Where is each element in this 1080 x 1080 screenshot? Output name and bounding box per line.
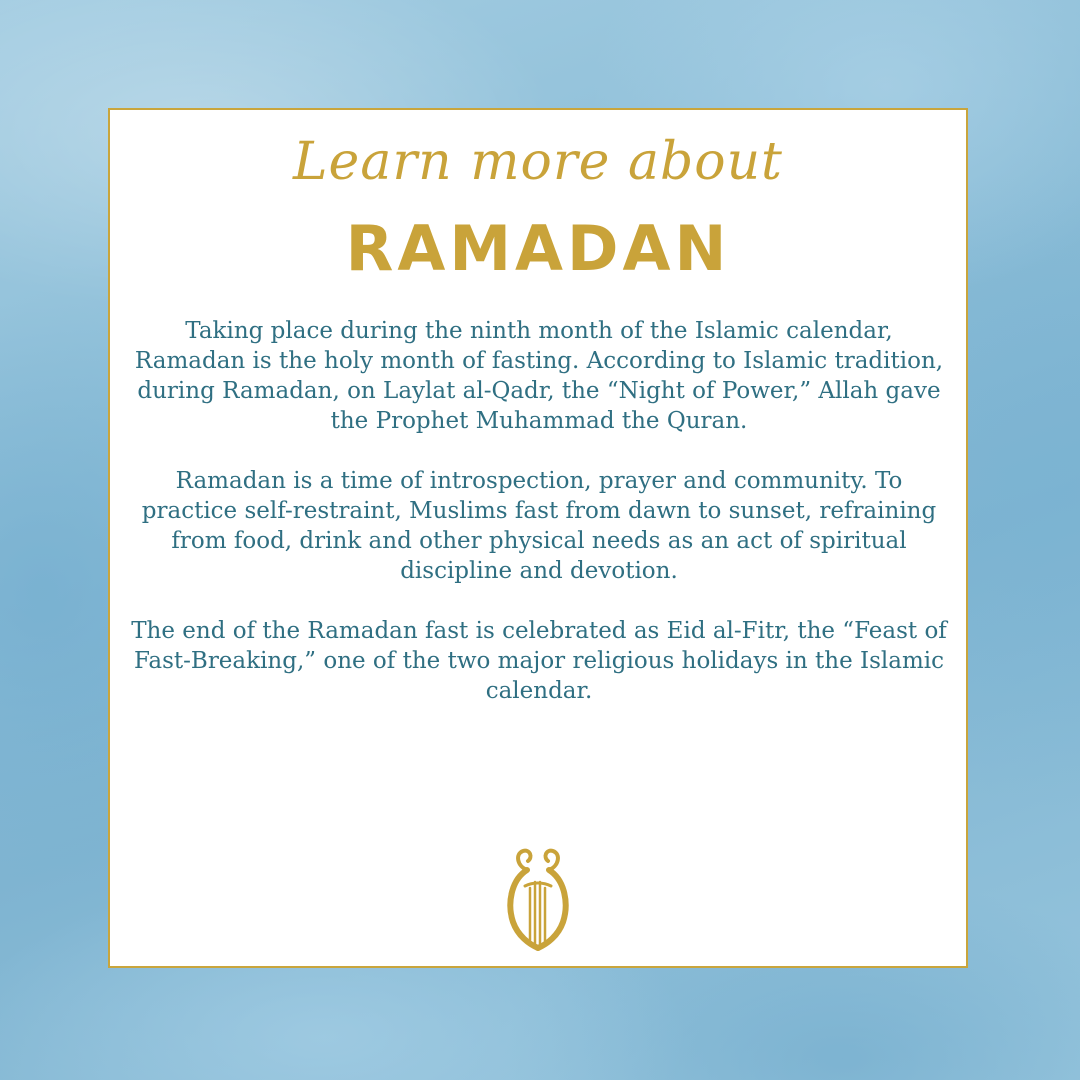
- page-title: RAMADAN: [345, 212, 731, 285]
- info-card: [108, 108, 968, 968]
- paragraph-1: Taking place during the ninth month of the Islamic calendar, Ramadan is the holy month of fasting. According to Islamic tradition, during Ramadan, on Laylat al-Qadr, the “Night of Power,” Allah gave the Prophet Muhammad the Quran.: [134, 318, 944, 434]
- paragraph-2: Ramadan is a time of introspection, prayer and community. To practice self-restraint, Muslims fast from dawn to sunset, refraining from food, drink and other physical needs as an act of spiritual discipline and devotion.: [141, 468, 937, 584]
- paragraph-3: The end of the Ramadan fast is celebrated as Eid al-Fitr, the “Feast of Fast-Breaking,” one of the two major religious holidays in the Islamic calendar.: [131, 618, 947, 704]
- body-text: [130, 316, 948, 706]
- kicker-text: Learn more about: [293, 132, 783, 192]
- lyre-logo-icon: [505, 848, 571, 958]
